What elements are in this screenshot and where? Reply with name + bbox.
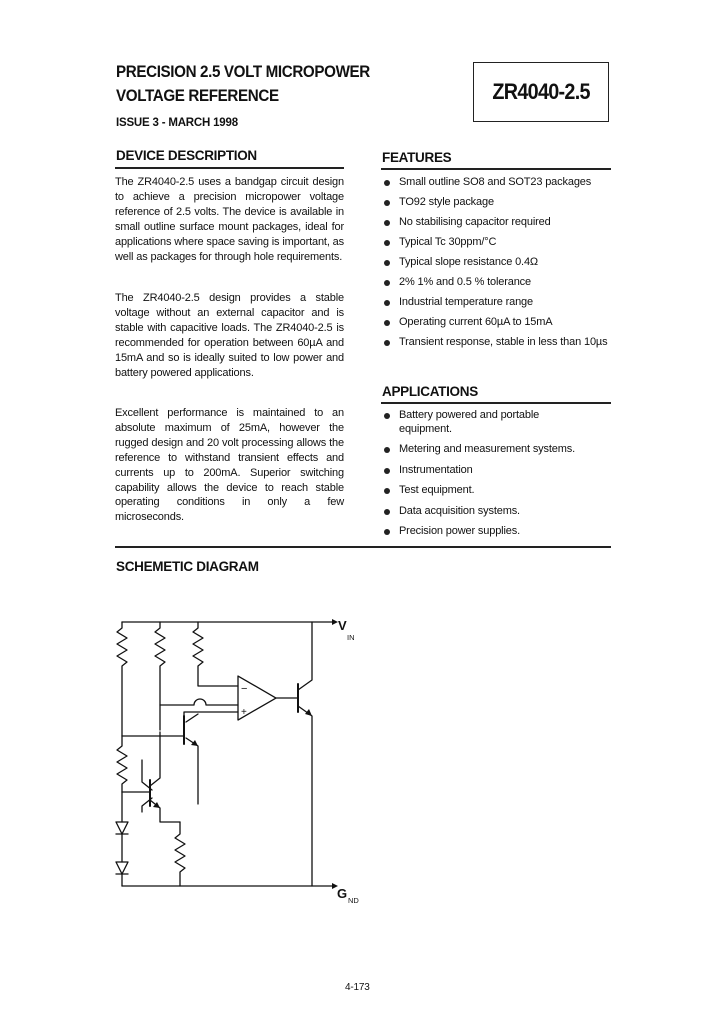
list-item: Industrial temperature range bbox=[384, 296, 609, 310]
list-item: Small outline SO8 and SOT23 packages bbox=[384, 176, 609, 190]
resistor-r2 bbox=[155, 622, 165, 730]
issue-date: ISSUE 3 - MARCH 1998 bbox=[116, 117, 238, 129]
list-item: TO92 style package bbox=[384, 196, 609, 210]
reference-wire bbox=[122, 712, 238, 736]
opamp-plus-label: + bbox=[241, 707, 247, 718]
features-heading: FEATURES bbox=[382, 150, 452, 165]
applications-heading: APPLICATIONS bbox=[382, 384, 478, 399]
mid-emitter-arrow-icon bbox=[191, 740, 198, 746]
list-item: Battery powered and portable equipment. bbox=[384, 409, 594, 436]
vin-label: V bbox=[338, 618, 347, 633]
opamp-minus-label: − bbox=[241, 683, 248, 695]
device-description-heading: DEVICE DESCRIPTION bbox=[116, 148, 257, 163]
diode-2-icon bbox=[116, 862, 128, 874]
feedback-wire bbox=[160, 699, 238, 705]
title-line-2: VOLTAGE REFERENCE bbox=[116, 87, 279, 105]
q1-emitter bbox=[150, 800, 180, 822]
list-item: Typical slope resistance 0.4Ω bbox=[384, 256, 609, 270]
list-item: Test equipment. bbox=[384, 484, 594, 498]
list-item: No stabilising capacitor required bbox=[384, 216, 609, 230]
description-text: The ZR4040-2.5 design provides a stable voltage without an external capacitor and is stable with capacitive loads. The ZR4040-2.5 is recommended for operation between 60µA and 15mA and so is ideally suited to low power and battery powered applications. bbox=[115, 292, 344, 379]
schematic-heading: SCHEMETIC DIAGRAM bbox=[116, 559, 259, 574]
list-item: Data acquisition systems. bbox=[384, 505, 594, 519]
output-transistor-collector bbox=[298, 622, 312, 690]
resistor-r5 bbox=[175, 822, 185, 886]
list-item: Precision power supplies. bbox=[384, 525, 594, 539]
title-line-1: PRECISION 2.5 VOLT MICROPOWER bbox=[116, 63, 370, 81]
list-item: Instrumentation bbox=[384, 464, 594, 478]
description-text: The ZR4040-2.5 uses a bandgap circuit design to achieve a precision micropower voltage reference of 2.5 volts. The device is available in small outline surface mount packages, ideal for applications where space saving is important, as well as packages for through hole requirements. bbox=[115, 176, 344, 263]
list-item: Metering and measurement systems. bbox=[384, 443, 594, 457]
list-item: Typical Tc 30ppm/°C bbox=[384, 236, 609, 250]
resistor-r4 bbox=[117, 736, 127, 792]
output-transistor-emitter bbox=[298, 706, 312, 886]
q1-collector bbox=[150, 732, 160, 786]
diode-1-icon bbox=[116, 822, 128, 834]
gnd-label: G bbox=[337, 886, 348, 901]
list-item: 2% 1% and 0.5 % tolerance bbox=[384, 276, 609, 290]
list-item: Operating current 60µA to 15mA bbox=[384, 316, 609, 330]
mid-transistor-collector bbox=[186, 714, 198, 722]
mid-transistor-emitter bbox=[186, 738, 198, 804]
description-text: Excellent performance is maintained to an absolute maximum of 25mA, however the rugged design and 20 volt processing allows the reference to withstand transient effects and currents up to 200mA. Superior switching capability allows the device to reach stable operating conditions in only a few microseconds. bbox=[115, 407, 344, 524]
part-number: ZR4040-2.5 bbox=[492, 79, 590, 104]
page-number: 4-173 bbox=[345, 982, 370, 993]
resistor-r3 bbox=[193, 622, 238, 686]
gnd-subscript: ND bbox=[348, 896, 359, 905]
resistor-r1 bbox=[117, 622, 127, 736]
list-item: Transient response, stable in less than 10µs bbox=[384, 336, 609, 350]
vin-subscript: IN bbox=[347, 633, 355, 642]
